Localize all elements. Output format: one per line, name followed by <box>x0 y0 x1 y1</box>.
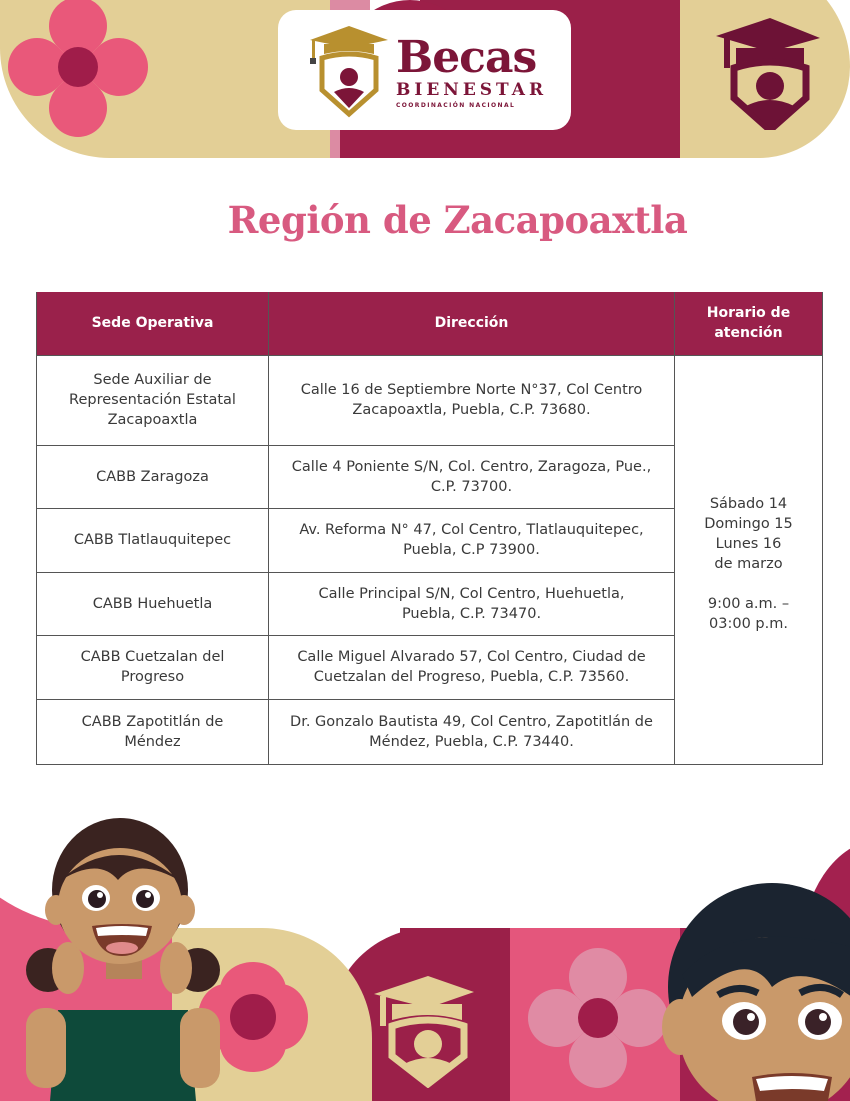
footer-illustration <box>0 780 850 1101</box>
cell-sede: Sede Auxiliar de Representación Estatal Zacapoaxtla <box>37 355 269 445</box>
table-row <box>37 355 823 445</box>
header-horario: Horario de atención <box>675 292 823 355</box>
header-sede: Sede Operativa <box>37 292 269 355</box>
graduation-shield-icon <box>370 970 478 1088</box>
sedes-table <box>36 292 822 765</box>
cell-direccion: Calle Principal S/N, Col Centro, Huehuetla, Puebla, C.P. 73470. <box>269 572 675 635</box>
cell-sede: CABB Zapotitlán de Méndez <box>37 699 269 764</box>
logo-subtitle: BIENESTAR <box>396 80 548 100</box>
cell-sede: CABB Tlatlauquitepec <box>37 508 269 572</box>
cell-direccion: Calle 4 Poniente S/N, Col. Centro, Zaragoza, Pue., C.P. 73700. <box>269 445 675 508</box>
horario-time-start: 9:00 a.m. – <box>707 595 790 612</box>
horario-day: Lunes 16 <box>715 535 782 552</box>
girl-illustration <box>18 798 228 1101</box>
horario-month: de marzo <box>714 555 783 572</box>
header-direccion: Dirección <box>269 292 675 355</box>
cell-direccion: Dr. Gonzalo Bautista 49, Col Centro, Zapotitlán de Méndez, Puebla, C.P. 73440. <box>269 699 675 764</box>
cell-sede: CABB Zaragoza <box>37 445 269 508</box>
graduation-shield-icon <box>712 12 824 130</box>
cell-horario <box>675 355 823 764</box>
boy-illustration <box>652 877 850 1101</box>
table-header-row <box>37 292 823 355</box>
page-title: Región de Zacapoaxtla <box>227 198 688 242</box>
logo-name: Becas <box>396 32 537 83</box>
graduation-shield-icon <box>306 22 392 120</box>
horario-day: Domingo 15 <box>704 515 793 532</box>
cell-direccion: Calle Miguel Alvarado 57, Col Centro, Ciudad de Cuetzalan del Progreso, Puebla, C.P. 73560. <box>269 635 675 699</box>
cell-sede: CABB Cuetzalan del Progreso <box>37 635 269 699</box>
becas-bienestar-logo <box>278 10 571 130</box>
cell-direccion: Av. Reforma N° 47, Col Centro, Tlatlauquitepec, Puebla, C.P 73900. <box>269 508 675 572</box>
horario-time-end: 03:00 p.m. <box>709 615 788 632</box>
horario-day: Sábado 14 <box>709 495 788 512</box>
logo-tagline: COORDINACIÓN NACIONAL <box>396 102 516 109</box>
cell-sede: CABB Huehuetla <box>37 572 269 635</box>
cell-direccion: Calle 16 de Septiembre Norte N°37, Col Centro Zacapoaxtla, Puebla, C.P. 73680. <box>269 355 675 445</box>
header-banner <box>0 0 850 158</box>
